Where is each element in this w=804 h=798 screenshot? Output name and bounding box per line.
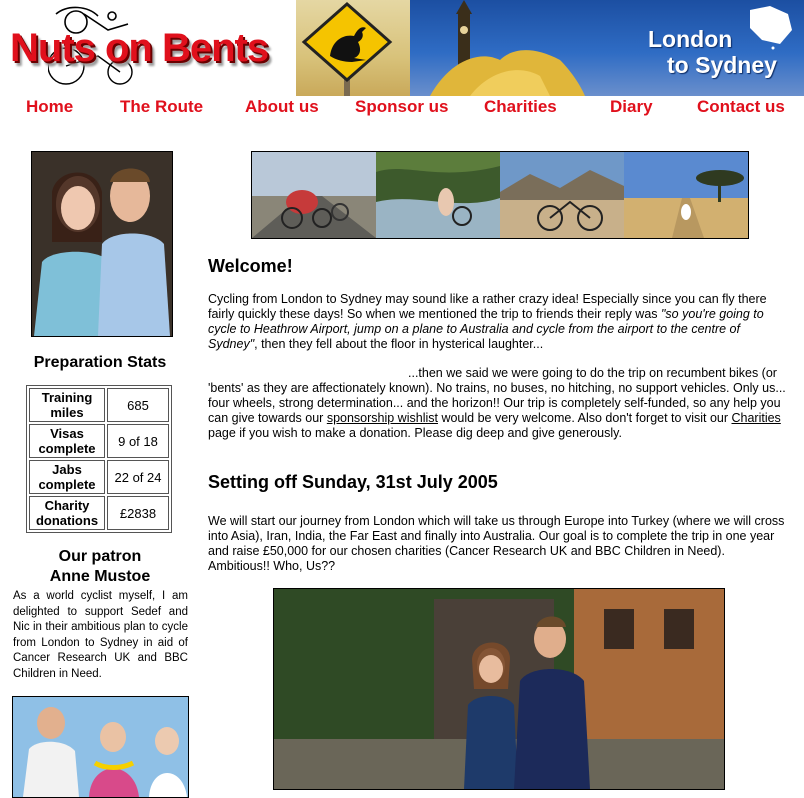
stats-row: [29, 496, 169, 530]
intro-text: Cycling from London to Sydney may sound like a rather crazy idea! Especially since you can fly there fairly quickly these days! So when we mentioned the trip to friends their reply was: [208, 292, 767, 321]
strip-photo-stream: [376, 152, 500, 238]
bents-text: ...then we said we were going to do the trip on recumbent bikes (or 'bents' as they are affectionately known). No trains, no buses, no hitching, no support vehicles. Only us... four wheels, strong determination... and the horizon!! Our trip is completely self-funded, so any help you can give towards our: [208, 366, 786, 425]
savanna-photo-icon: [624, 152, 748, 238]
logo-area: [0, 0, 300, 96]
strip-photo-road: [252, 152, 376, 238]
trip-photo-strip: [251, 151, 749, 239]
stats-value: 22 of 24: [107, 460, 169, 494]
stats-table: [26, 385, 172, 533]
welcome-heading: Welcome!: [208, 256, 293, 276]
stats-label: Visas complete: [29, 424, 105, 458]
nav-diary[interactable]: Diary: [610, 97, 653, 116]
patron-title-line1: Our patron: [58, 548, 142, 565]
sydney-london-skyline-image: [410, 0, 804, 96]
header-banner: [0, 0, 804, 96]
patron-group-photo: [12, 696, 189, 798]
skyline-icon: [410, 0, 804, 96]
site-logo[interactable]: Nuts on Bents: [10, 26, 269, 70]
nav-charities[interactable]: Charities: [484, 97, 557, 116]
couple-photo-icon: [32, 152, 172, 336]
strip-photo-desert: [500, 152, 624, 238]
strip-photo-savanna: [624, 152, 748, 238]
stats-value: 9 of 18: [107, 424, 169, 458]
patron-title-line2: Anne Mustoe: [49, 568, 151, 585]
charities-link[interactable]: Charities: [731, 411, 781, 425]
stream-photo-icon: [376, 152, 500, 238]
tagline-to-sydney: to Sydney: [667, 52, 777, 78]
patron-quote: As a world cyclist myself, I am delighted to support Sedef and Nic in their ambitious plan to cycle from London to Sydney in aid of Cancer Research UK and BBC Children in Need.: [13, 590, 188, 680]
nav-sponsor-us[interactable]: Sponsor us: [355, 97, 449, 116]
bents-text-mid: would be very welcome. Also don't forget to visit our: [437, 411, 732, 425]
couple-london-photo-icon: [274, 589, 724, 789]
stats-title: Preparation Stats: [33, 354, 167, 371]
couple-london-photo: [273, 588, 725, 790]
main-nav: [0, 96, 804, 120]
stats-row: [29, 460, 169, 494]
journey-paragraph: We will start our journey from London which will take us through Europe into Turkey (where we will cross into Asia), Iran, India, the Far East and finally into Australia. Our goal is to complete the trip in one year and raise £50,000 for our chosen charities (Cancer Research UK and BBC Children in Need). Ambitious!! Who, Us??: [208, 514, 785, 573]
tagline-london: London: [648, 26, 733, 52]
nav-the-route[interactable]: The Route: [120, 97, 204, 116]
stats-row: [29, 424, 169, 458]
bents-paragraph: [208, 366, 786, 441]
stats-label: Jabs complete: [29, 460, 105, 494]
setoff-heading: Setting off Sunday, 31st July 2005: [208, 472, 498, 492]
kangaroo-sign-icon: [296, 0, 416, 96]
road-photo-icon: [252, 152, 376, 238]
nav-contact-us[interactable]: Contact us: [697, 97, 785, 116]
desert-photo-icon: [500, 152, 624, 238]
intro-text-end: , then they fell about the floor in hysterical laughter...: [254, 337, 544, 351]
kangaroo-sign-image: [296, 0, 416, 96]
nav-about-us[interactable]: About us: [245, 97, 319, 116]
sponsorship-wishlist-link[interactable]: sponsorship wishlist: [326, 411, 438, 425]
stats-label: Charity donations: [29, 496, 105, 530]
nav-home[interactable]: Home: [26, 97, 74, 116]
stats-value: 685: [107, 388, 169, 422]
stats-row: [29, 388, 169, 422]
intro-quote: "so you're going to cycle to Heathrow Airport, jump on a plane to Australia and cycle from the airport to the centre of Sydney": [208, 307, 764, 351]
stats-value: £2838: [107, 496, 169, 530]
intro-paragraph: [208, 292, 786, 352]
bents-text-end: page if you wish to make a donation. Please dig deep and give generously.: [208, 426, 622, 440]
group-photo-icon: [13, 697, 188, 797]
stats-label: Training miles: [29, 388, 105, 422]
couple-photo: [31, 151, 173, 337]
